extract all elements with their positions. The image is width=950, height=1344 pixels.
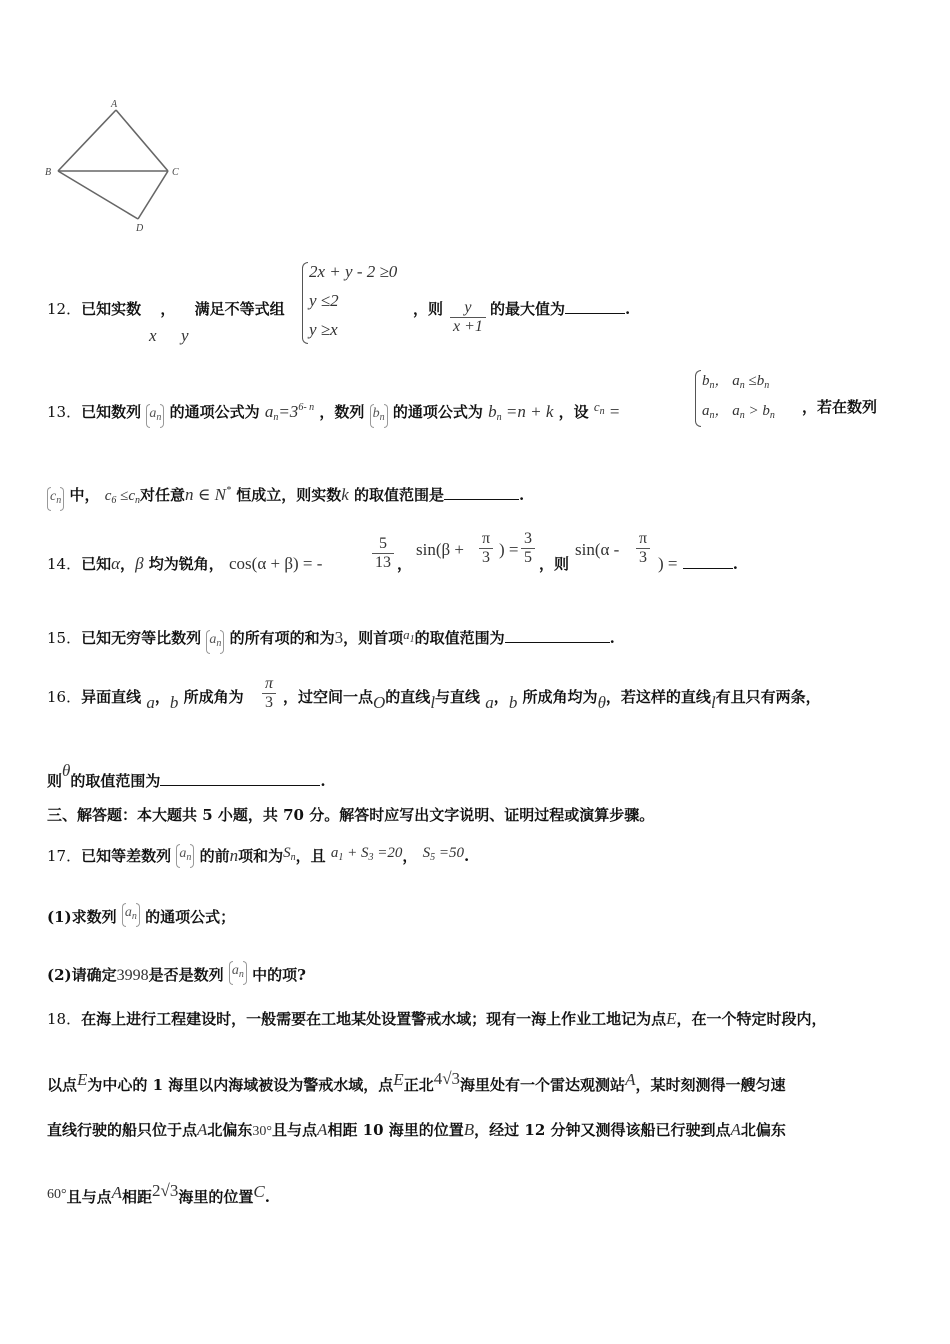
q15-answer-blank[interactable]: [505, 628, 610, 643]
section-3-heading: 三、解答题：本大题共 5 小题，共 70 分。解答时应写出文字说明、证明过程或演算步骤。: [47, 806, 655, 824]
question-18-line-3: 直线行驶的船只位于点A北偏东30°且与点A相距 10 海里的位置B，经过 12 分钟又测得该船已行驶到点A北偏东: [47, 1120, 786, 1139]
segment-CD: [138, 171, 168, 219]
q12-comma: ，: [160, 300, 176, 318]
q13-case-2: $a_n$， $a_n > b_n$: [702, 403, 775, 421]
q13-cases-brace: [695, 370, 701, 427]
q13-n-in-N: n ∈ N*: [185, 485, 231, 504]
label-A: A: [111, 99, 118, 110]
question-18-line-4: 60°且与点A相距2√3海里的位置C.: [47, 1181, 270, 1206]
q14-sin2-expr: sin(α -: [575, 540, 620, 559]
q14-sin-expr: sin(β +: [416, 540, 464, 559]
q12-ineq-3: y ≥x: [309, 320, 338, 339]
segment-AB: [58, 110, 116, 171]
geometry-figure: [40, 95, 200, 240]
q15-seq-a: $a_n$: [206, 629, 224, 655]
q13-seq-b: $b_n$: [370, 403, 388, 429]
question-17: 17．已知等差数列 $a_n$ 的前n项和为$S_n$，且 $a_1 + S_3 =20$， $S_5 =50$.: [47, 842, 469, 869]
q12-fraction: $\frac{y}{x +1}$: [450, 299, 486, 336]
exam-page: A B C D 12．已知实数 ， 满足不等式组 x y 2x + y - 2 ≥0 y ≤2 y ≥x ，则 $\frac{y}{x +1}$ 的最大值为 . 13．已知数列 $a_n$ 的通项公式为 $a_n=3^{6- n}$ ，数列 $b_n$ 的通项公式为 $b_n =n + k$ ，设 $c_n$ = $b_n$， $a_n \le b_n$ $a_n$， $a_n > b_n$ ，若在数列 $c_n$ 中， $c_6 \le c_n$对任意n ∈ N* 恒成立，则实数k 的取值范围是 . 14．已知α，β 均为锐角， cos(α + β) = - $\frac{5}{13}$ ， sin(β + $\frac{\pi}{3}$ ) = $\frac{3}{5}$ ，则 sin(α - $\frac{\pi}{3}$ ) = . 15．已知无穷等比数列 $a_n$ 的所有项的和为3，则首项$a_1$的取值范围为 . 16．异面直线 a，b 所成角为 $\frac{\pi}{3}$ ，过空间一点O的直线l与直线 a，b 所成角均为θ，若这样的直线l有且只有两条， 则θ的取值范围为 . 三、解答题：本大题共 5 小题，共 70 分。解答时应写出文字说明、证明过程或演算步骤。 17．已知等差数列 $a_n$ 的前n项和为$S_n$，且 $a_1 + S_3 =20$， $S_5 =50$. (1)求数列 $a_n$ 的通项公式； (2)请确定3998是否是数列 $a_n$ 中的项? 18．在海上进行工程建设时，一般需要在工地某处设置警戒水域；现有一海上作业工地记为点E，在一个特定时段内， 以点E为中心的 1 海里以内海域被设为警戒水域，点E正北4√3海里处有一个雷达观测站A，某时刻测得一艘匀速 直线行驶的船只位于点A北偏东30°且与点A相距 10 海里的位置B，经过 12 分钟又测得该船已行驶到点A北偏东 60°且与点A相距2√3海里的位置C.: [0, 0, 950, 1344]
q13-cn: $c_n$: [593, 399, 605, 417]
question-16-line-2: 则θ的取值范围为 .: [47, 761, 326, 790]
q17-seq-a: $a_n$: [176, 843, 194, 869]
label-B: B: [45, 167, 52, 178]
segment-AC: [116, 110, 168, 171]
q12-ineq-1: 2x + y - 2 ≥0: [309, 262, 398, 281]
q13-formula-a: $a_n=3^{6- n}$: [264, 402, 315, 423]
question-18-line-2: 以点E为中心的 1 海里以内海域被设为警戒水域，点E正北4√3海里处有一个雷达观测站A，某时刻测得一艘匀速: [47, 1069, 786, 1094]
q12-answer-blank[interactable]: [565, 299, 625, 314]
label-C: C: [172, 167, 179, 178]
question-18-line-1: 18．在海上进行工程建设时，一般需要在工地某处设置警戒水域；现有一海上作业工地记为点E，在一个特定时段内，: [47, 1009, 827, 1028]
q13-formula-b: $b_n =n + k$: [488, 402, 554, 423]
q13-answer-blank[interactable]: [444, 485, 519, 500]
q13-seq-c: $c_n$: [47, 486, 64, 512]
q16-frac-pi-3: $\frac{\pi}{3}$: [262, 675, 276, 712]
q14-cos-expr: cos(α + β) = -: [229, 554, 323, 573]
q12-then: ，则: [413, 300, 444, 318]
question-13-line-2: $c_n$ 中， $c_6 \le c_n$对任意n ∈ N* 恒成立，则实数k 的取值范围是 .: [47, 480, 524, 512]
q14-tail: ) = .: [658, 554, 738, 573]
q12-system-brace: [302, 262, 308, 344]
question-13-line-1: 13．已知数列 $a_n$ 的通项公式为 $a_n=3^{6- n}$ ，数列 $b_n$ 的通项公式为 $b_n =n + k$ ，设 $c_n$ =: [47, 396, 619, 429]
q13-inequality: $c_6 \le c_n$: [104, 488, 141, 506]
q14-frac-pi-3: $\frac{\pi}{3}$: [479, 530, 493, 567]
q14-frac-pi-3-b: $\frac{\pi}{3}$: [636, 530, 650, 567]
q14-answer-blank[interactable]: [683, 554, 733, 569]
q14-frac-3-5: $\frac{3}{5}$: [521, 530, 535, 567]
q12-text: 满足不等式组: [194, 300, 285, 318]
segment-BD: [58, 171, 138, 219]
q12-ineq-2: y ≤2: [309, 291, 339, 310]
question-12: [47, 298, 285, 320]
q16-answer-blank[interactable]: [160, 771, 320, 786]
question-16-line-1: 16．异面直线 a，b 所成角为: [47, 688, 244, 712]
question-15: 15．已知无穷等比数列 $a_n$ 的所有项的和为3，则首项$a_1$的取值范围为 .: [47, 624, 615, 655]
q12-var-y: y: [181, 326, 189, 345]
question-16-line-1b: ，过空间一点O的直线l与直线 a，b 所成角均为θ，若这样的直线l有且只有两条，: [283, 688, 821, 712]
q12-number: 12．: [47, 300, 82, 318]
question-14: 14．已知α，β 均为锐角， cos(α + β) = -: [47, 554, 323, 573]
q14-frac-5-13: $\frac{5}{13}$: [372, 535, 394, 572]
label-D: D: [136, 223, 144, 234]
q13-seq-a: $a_n$: [146, 403, 164, 429]
q12-tail: 的最大值为 .: [490, 300, 631, 318]
q12-text: 已知实数: [81, 300, 142, 318]
q13-case-1: $b_n$， $a_n \le b_n$: [702, 373, 770, 391]
q13-tail-line-1: ，若在数列: [802, 398, 878, 416]
q17-part-1: (1)求数列 $a_n$ 的通项公式；: [47, 902, 235, 928]
q17-part-2: (2)请确定3998是否是数列 $a_n$ 中的项?: [47, 960, 306, 987]
q12-var-x: x: [149, 326, 157, 345]
